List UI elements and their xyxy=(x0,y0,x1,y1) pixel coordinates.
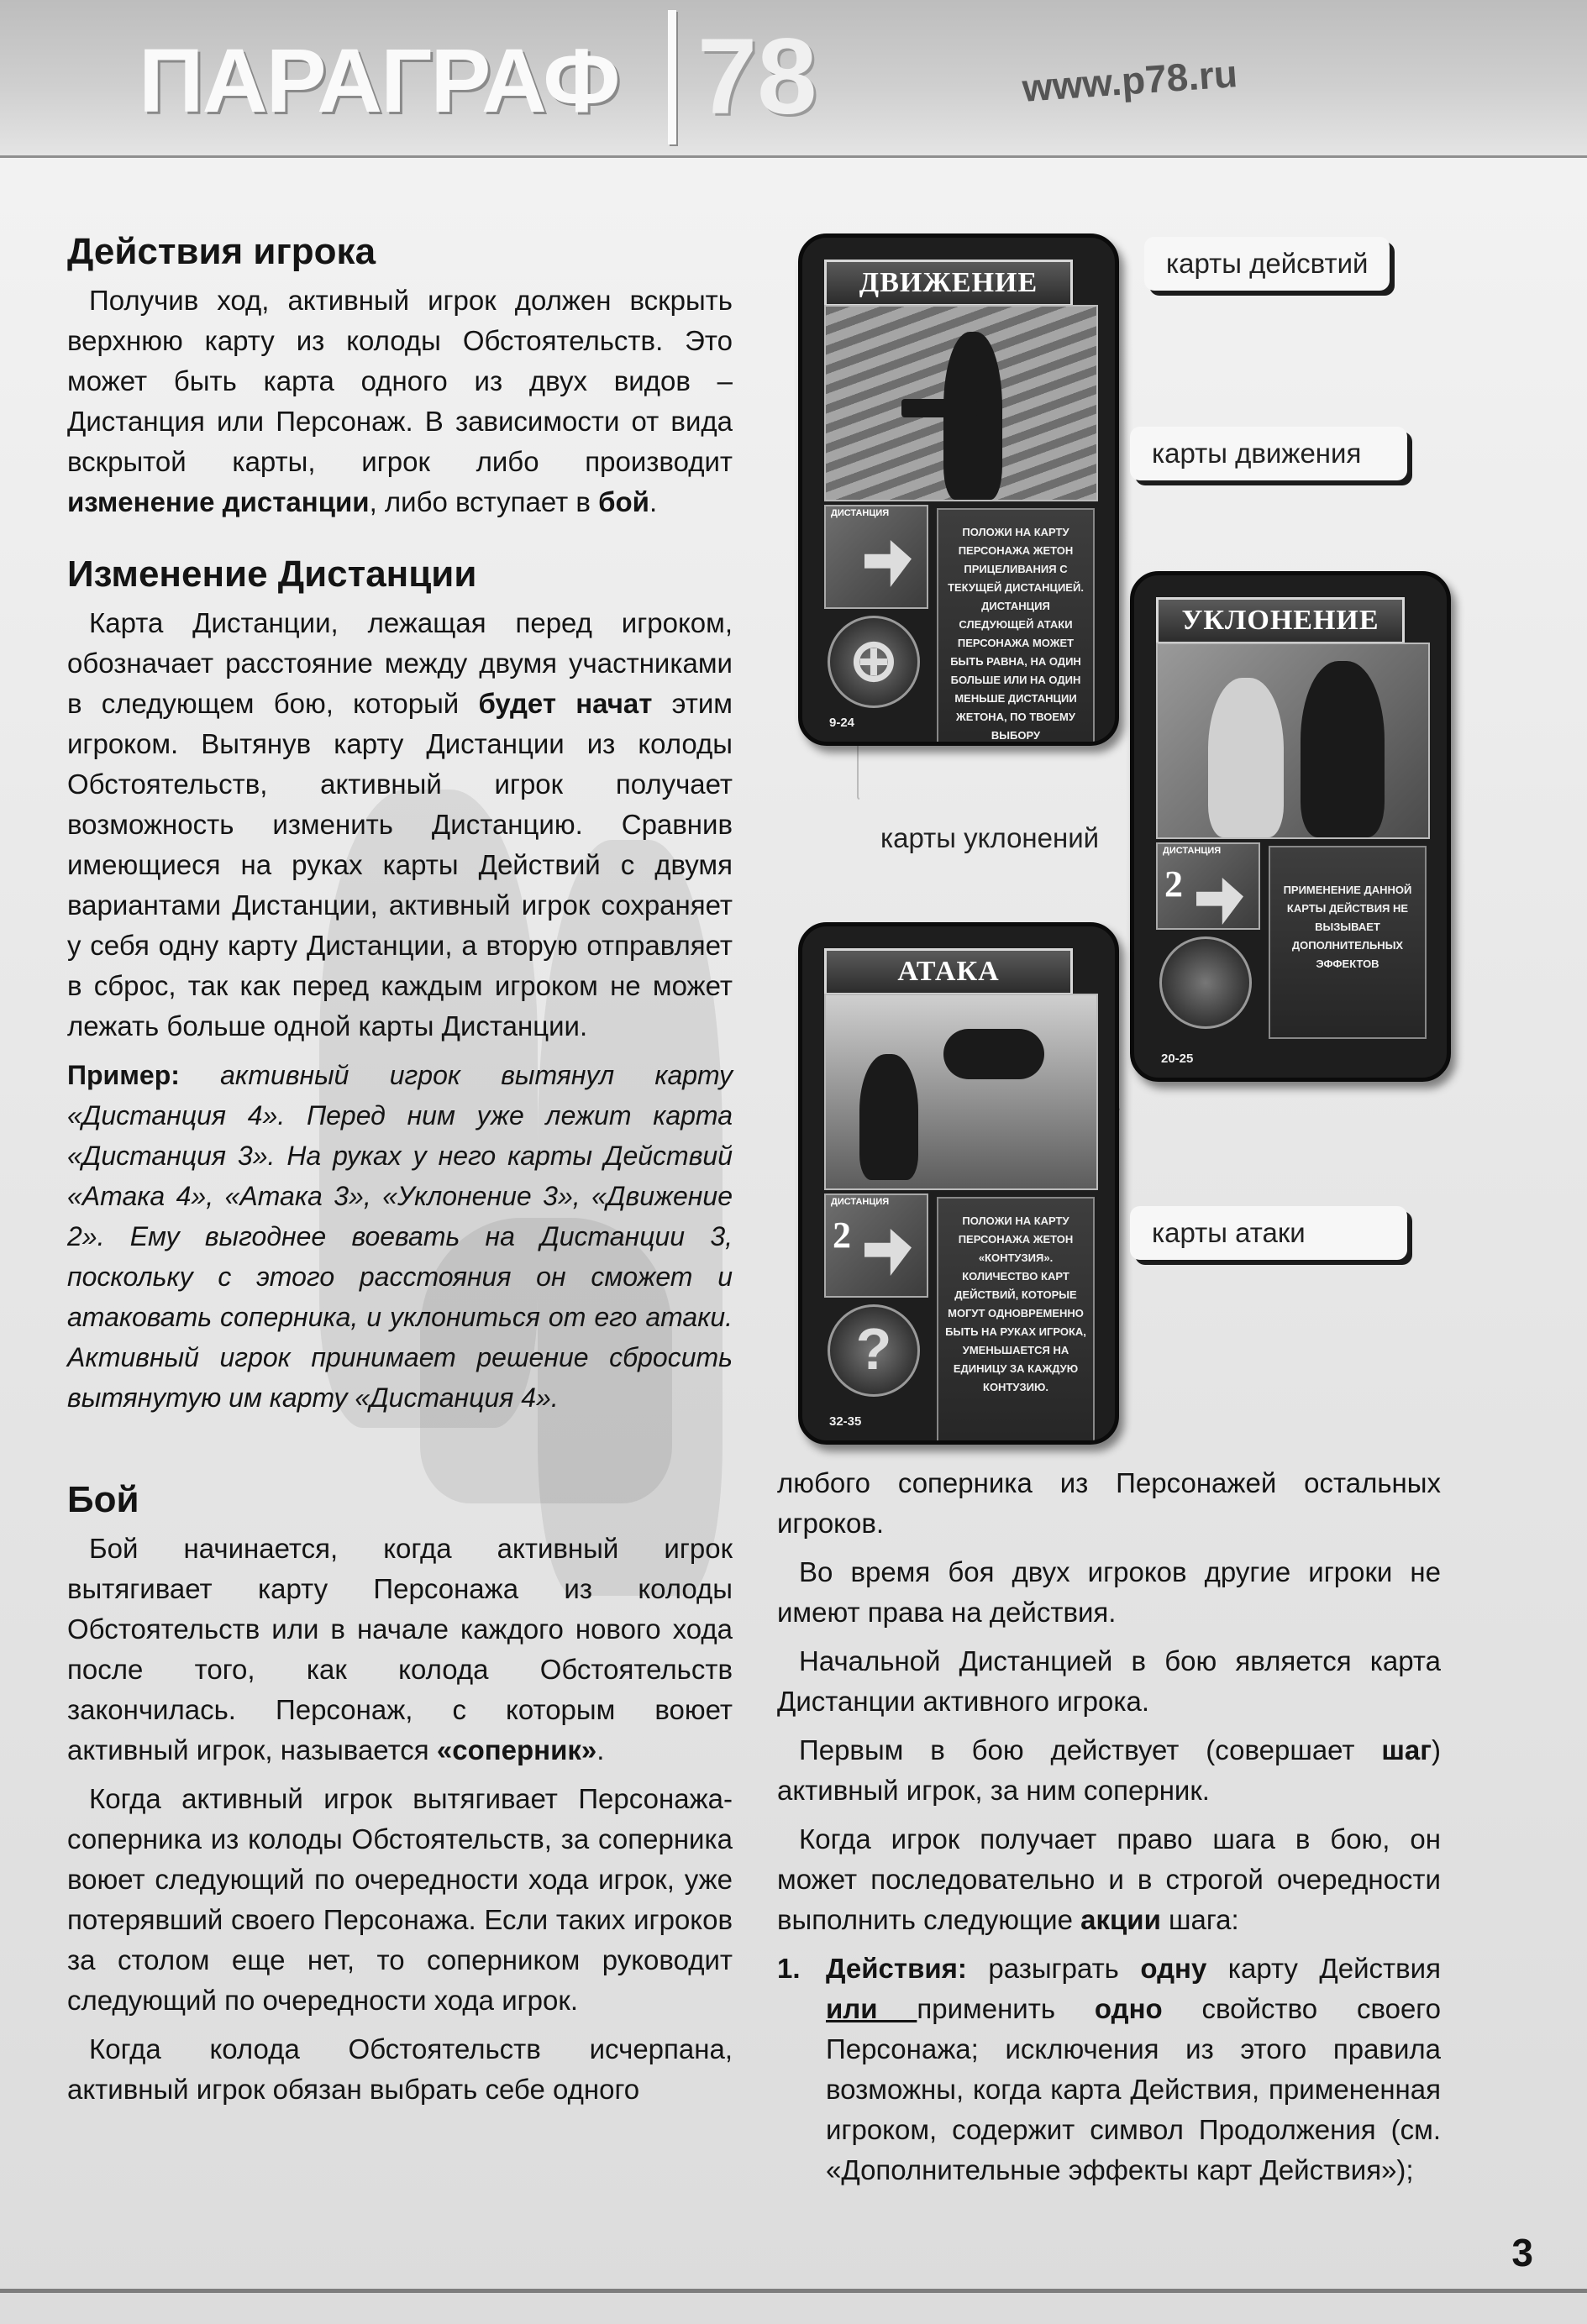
card-effect-text: ПОЛОЖИ НА КАРТУ ПЕРСОНАЖА ЖЕТОН ПРИЦЕЛИВАНИЯ С ТЕКУЩЕЙ ДИСТАНЦИЕЙ. ДИСТАНЦИЯ СЛЕДУЮЩЕЙ АТАКИ ПЕРСОНАЖА МОЖЕТ БЫТЬ РАВНА, НА ОДИН БОЛЬШЕ ИЛИ НА ОДИН МЕНЬШЕ ДИСТАНЦИИ ЖЕТОНА, ПО ТВОЕМУ ВЫБОРУ xyxy=(937,508,1095,746)
card-range: 9-24 xyxy=(829,716,855,730)
callout-movement-cards: карты движения xyxy=(1130,427,1407,480)
card-title: ДВИЖЕНИЕ xyxy=(824,260,1073,307)
callout-dodge-cards: карты уклонений xyxy=(880,822,1100,853)
card-dodge xyxy=(1130,571,1451,1082)
logo-number: 78 xyxy=(697,17,817,137)
contusion-icon: ? xyxy=(828,1304,920,1397)
actions-paragraph: Получив ход, активный игрок должен вскрыть верхнюю карту из колоды Обстоятельств. Это может быть карта одного из двух видов – Дистанция или Персонаж. В зависимости от вида вскрытой карты, игрок либо производит изменение дистанции, либо вступает в бой. xyxy=(67,285,733,517)
distance-example: Пример: активный игрок вытянул карту «Дистанция 4». Перед ним уже лежит карта «Дистанция 3». На руках у него карты Действий «Атака 4», «Атака 3», «Уклонение 3», «Движение 2». Ему выгоднее воевать на Дистанции 3, поскольку с этого расстояния он сможет и атаковать соперника, и уклониться от его атаки. Активный игрок принимает решение сбросить вытянутую им карту «Дистанция 4». xyxy=(67,1060,733,1413)
card-figure xyxy=(943,1029,1044,1079)
card-title: АТАКА xyxy=(824,948,1073,995)
card-illustration xyxy=(1156,643,1430,839)
fight-paragraph-6: Первым в бою действует (совершает шаг) активный игрок, за ним соперник. xyxy=(777,1734,1441,1806)
page-number: 3 xyxy=(1511,2231,1533,2274)
distance-arrow-icon xyxy=(864,1229,912,1276)
card-figure xyxy=(901,399,977,417)
card-movement xyxy=(798,233,1119,746)
distance-arrow-icon xyxy=(1196,878,1243,925)
footer-rule xyxy=(0,2289,1587,2293)
logo-divider xyxy=(668,10,676,144)
callout-attack-cards: карты атаки xyxy=(1130,1206,1407,1260)
card-illustration xyxy=(824,305,1098,501)
right-column xyxy=(777,1463,1441,2190)
step-actions-list xyxy=(777,1949,1441,2190)
left-column xyxy=(67,228,733,2118)
section-title-fight: Бой xyxy=(67,1479,139,1520)
section-title-distance: Изменение Дистанции xyxy=(67,553,477,595)
fight-paragraph-1: Бой начинается, когда активный игрок вытягивает карту Персонажа из колоды Обстоятельств или в начале каждого нового хода после того, как колода Обстоятельств закончилась. Персонаж, с которым воюет активный игрок, называется «соперник». xyxy=(67,1533,733,1765)
card-range: 20-25 xyxy=(1161,1052,1194,1066)
card-effect-text: ПОЛОЖИ НА КАРТУ ПЕРСОНАЖА ЖЕТОН «КОНТУЗИЯ». КОЛИЧЕСТВО КАРТ ДЕЙСТВИЙ, КОТОРЫЕ МОГУТ ОДНОВРЕМЕННО БЫТЬ НА РУКАХ ИГРОКА, УМЕНЬШАЕТСЯ НА ЕДИНИЦУ ЗА КАЖДУЮ КОНТУЗИЮ. xyxy=(937,1197,1095,1445)
callout-action-cards: карты дейсвтий xyxy=(1144,237,1390,291)
fight-paragraph-2: Когда активный игрок вытягивает Персонажа-соперника из колоды Обстоятельств, за соперника воюет следующий по очередности хода игрок, уже потерявший своего Персонажа. Если таких игроков за столом еще нет, то соперником руководит следующий по очередности хода игрок. xyxy=(67,1783,733,2016)
card-range: 32-35 xyxy=(829,1414,862,1429)
shield-icon xyxy=(1159,936,1252,1029)
card-effect-text: ПРИМЕНЕНИЕ ДАННОЙ КАРТЫ ДЕЙСТВИЯ НЕ ВЫЗЫВАЕТ ДОПОЛНИТЕЛЬНЫХ ЭФФЕКТОВ xyxy=(1269,846,1427,1039)
logo-wordmark: ПАРАГРАФ xyxy=(139,29,619,131)
card-figure xyxy=(1208,678,1284,837)
distance-indicator: ДИСТАНЦИЯ 2 xyxy=(1156,842,1260,930)
card-illustration xyxy=(824,994,1098,1190)
fight-paragraph-3: Когда колода Обстоятельств исчерпана, активный игрок обязан выбрать себе одного xyxy=(67,2033,733,2105)
fight-paragraph-5: Начальной Дистанцией в бою является карта Дистанции активного игрока. xyxy=(777,1645,1441,1717)
card-title: УКЛОНЕНИЕ xyxy=(1156,597,1405,644)
fight-paragraph-4: Во время боя двух игроков другие игроки не имеют права на действия. xyxy=(777,1556,1441,1628)
card-attack xyxy=(798,922,1119,1445)
crosshair-icon: ⊕ xyxy=(828,616,920,708)
distance-arrow-icon xyxy=(864,540,912,587)
distance-paragraph: Карта Дистанции, лежащая перед игроком, обозначает расстояние между двумя участниками в следующем бою, который будет начат этим игроком. Вытянув карту Дистанции из колоды Обстоятельств, активный игрок получает возможность изменить Дистанцию. Сравнив имеющиеся на руках карты Действий с двумя вариантами Дистанции, активный игрок сохраняет у себя одну карту Дистанции, а вторую отправляет в сброс, так как перед каждым игроком не может лежать больше одной карты Дистанции. xyxy=(67,607,733,1041)
section-title-actions: Действия игрока xyxy=(67,231,376,272)
distance-indicator: ДИСТАНЦИЯ xyxy=(824,505,928,609)
card-figure xyxy=(859,1054,918,1180)
fight-paragraph-7: Когда игрок получает право шага в бою, он может последовательно и в строгой очередности выполнить следующие акции шага: xyxy=(777,1823,1441,1935)
step-action-item: 1. Действия: разыграть одну карту Действия или применить одно свойство своего Персонажа; исключения из этого правила возможны, когда карта Действия, примененная игроком, содержит символ Продолжения (см. «Дополнительные эффекты карт Действия»); xyxy=(777,1953,1441,2185)
website-url: www.p78.ru xyxy=(1021,51,1239,110)
page-header xyxy=(0,0,1587,158)
callout-leader-line xyxy=(857,739,859,800)
card-figure xyxy=(1301,661,1385,837)
distance-indicator: ДИСТАНЦИЯ 2 xyxy=(824,1193,928,1298)
fight-paragraph-continued: любого соперника из Персонажей остальных игроков. xyxy=(777,1467,1441,1539)
